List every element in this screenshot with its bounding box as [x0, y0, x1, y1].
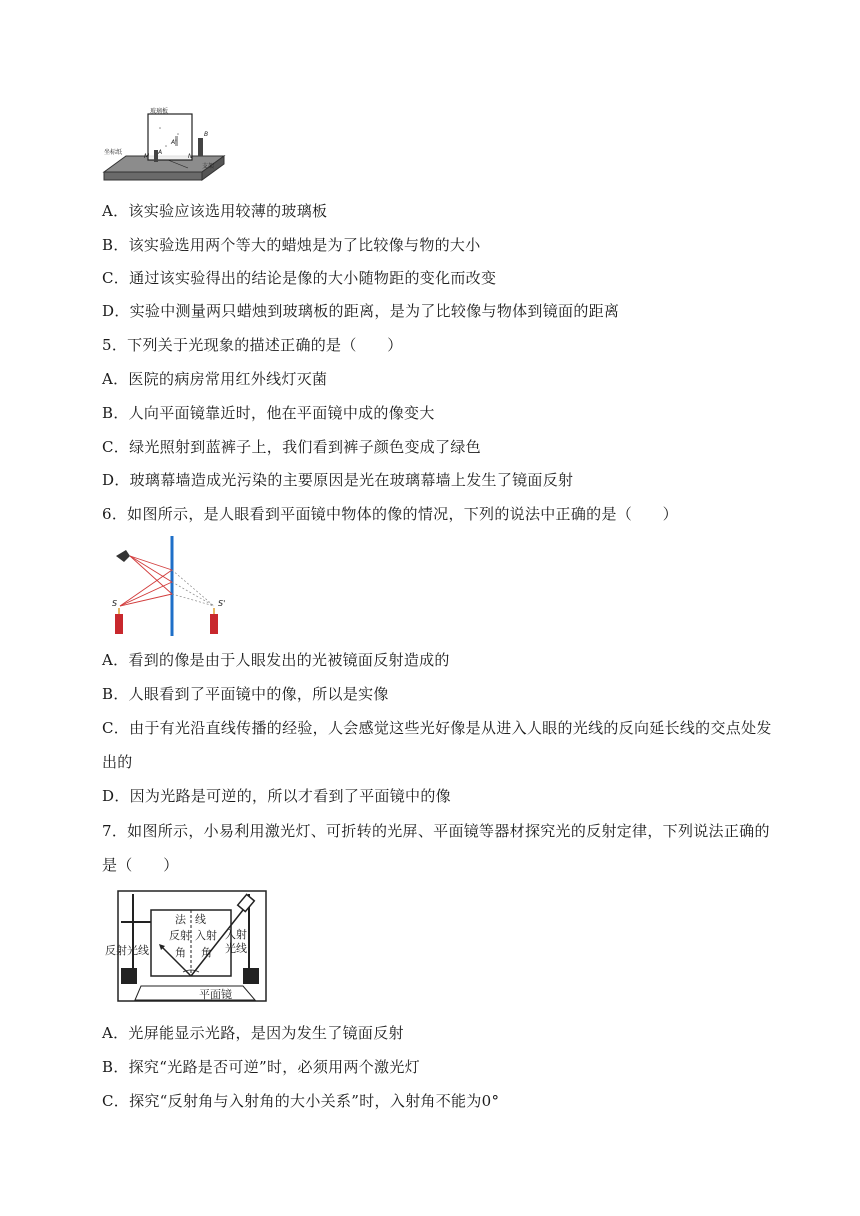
label-A-prime: A'	[171, 139, 177, 146]
q4-option-c: C．通过该实验得出的结论是像的大小随物距的变化而改变	[102, 269, 497, 287]
label-she-1: 射	[180, 929, 191, 942]
candle-image-icon	[210, 614, 218, 634]
label-glass-plate: 玻璃板	[150, 108, 169, 115]
q6-stem: 6．如图所示，是人眼看到平面镜中物体的像的情况，下列的说法中正确的是（ ）	[102, 505, 678, 523]
q7-stem-line2: 是（ ）	[102, 856, 179, 874]
label-mirror: 平面镜	[199, 988, 232, 1001]
eye-icon	[116, 550, 130, 562]
label-incident-ray-2: 光线	[225, 942, 247, 955]
figure-plane-mirror-eye	[110, 536, 240, 638]
candle-object-icon	[115, 614, 123, 634]
label-she-2: 射	[206, 929, 217, 942]
plane-mirror-diagram	[110, 536, 240, 638]
q5-option-a: A．医院的病房常用红外线灯灭菌	[102, 370, 328, 388]
label-ru: 入	[195, 929, 206, 942]
q5-stem: 5．下列关于光现象的描述正确的是（ ）	[102, 336, 403, 354]
label-reflected-ray: 反射光线	[105, 944, 149, 957]
label-jiao-1: 角	[175, 946, 186, 959]
label-fa: 法	[175, 913, 186, 926]
q7-stem-line1: 7．如图所示，小易利用激光灯、可折转的光屏、平面镜等器材探究光的反射定律，下列说法正确的	[102, 822, 770, 840]
glass-plate-diagram	[102, 106, 226, 188]
q6-option-c-line1: C．由于有光沿直线传播的经验，人会感觉这些光好像是从进入人眼的光线的反向延长线的交点处发	[102, 719, 772, 737]
label-stand: 支架	[202, 163, 215, 170]
figure-glass-plate-experiment	[102, 106, 226, 188]
q7-option-a: A．光屏能显示光路，是因为发生了镜面反射	[102, 1024, 404, 1042]
q6-option-b: B．人眼看到了平面镜中的像，所以是实像	[102, 685, 389, 703]
label-M: M	[144, 153, 150, 160]
label-fan: 反	[169, 929, 180, 942]
label-N: N	[188, 153, 193, 160]
figure-reflection-apparatus	[105, 890, 267, 1002]
reflection-apparatus-diagram	[105, 890, 267, 1002]
label-S: S	[112, 599, 118, 608]
q6-option-a: A．看到的像是由于人眼发出的光被镜面反射造成的	[102, 651, 450, 669]
label-S-prime: S'	[218, 599, 226, 608]
q5-option-c: C．绿光照射到蓝裤子上，我们看到裤子颜色变成了绿色	[102, 438, 481, 456]
label-jiao-2: 角	[201, 946, 212, 959]
label-coord-paper: 坐标纸	[104, 149, 123, 156]
q7-option-c: C．探究“反射角与入射角的大小关系”时，入射角不能为0°	[102, 1092, 500, 1110]
q4-option-a: A．该实验应该选用较薄的玻璃板	[102, 202, 328, 220]
q5-option-b: B．人向平面镜靠近时，他在平面镜中成的像变大	[102, 404, 435, 422]
q7-option-b: B．探究“光路是否可逆”时，必须用两个激光灯	[102, 1058, 420, 1076]
q6-option-d: D．因为光路是可逆的，所以才看到了平面镜中的像	[102, 787, 451, 805]
label-A: A	[158, 149, 163, 156]
q4-option-b: B．该实验选用两个等大的蜡烛是为了比较像与物的大小	[102, 236, 481, 254]
q6-option-c-line2: 出的	[102, 753, 133, 771]
q5-option-d: D．玻璃幕墙造成光污染的主要原因是光在玻璃幕墙上发生了镜面反射	[102, 471, 574, 489]
label-B: B	[204, 131, 209, 138]
label-xian: 线	[195, 913, 206, 926]
q4-option-d: D．实验中测量两只蜡烛到玻璃板的距离，是为了比较像与物体到镜面的距离	[102, 302, 620, 320]
label-incident-ray-1: 入射	[225, 928, 247, 941]
